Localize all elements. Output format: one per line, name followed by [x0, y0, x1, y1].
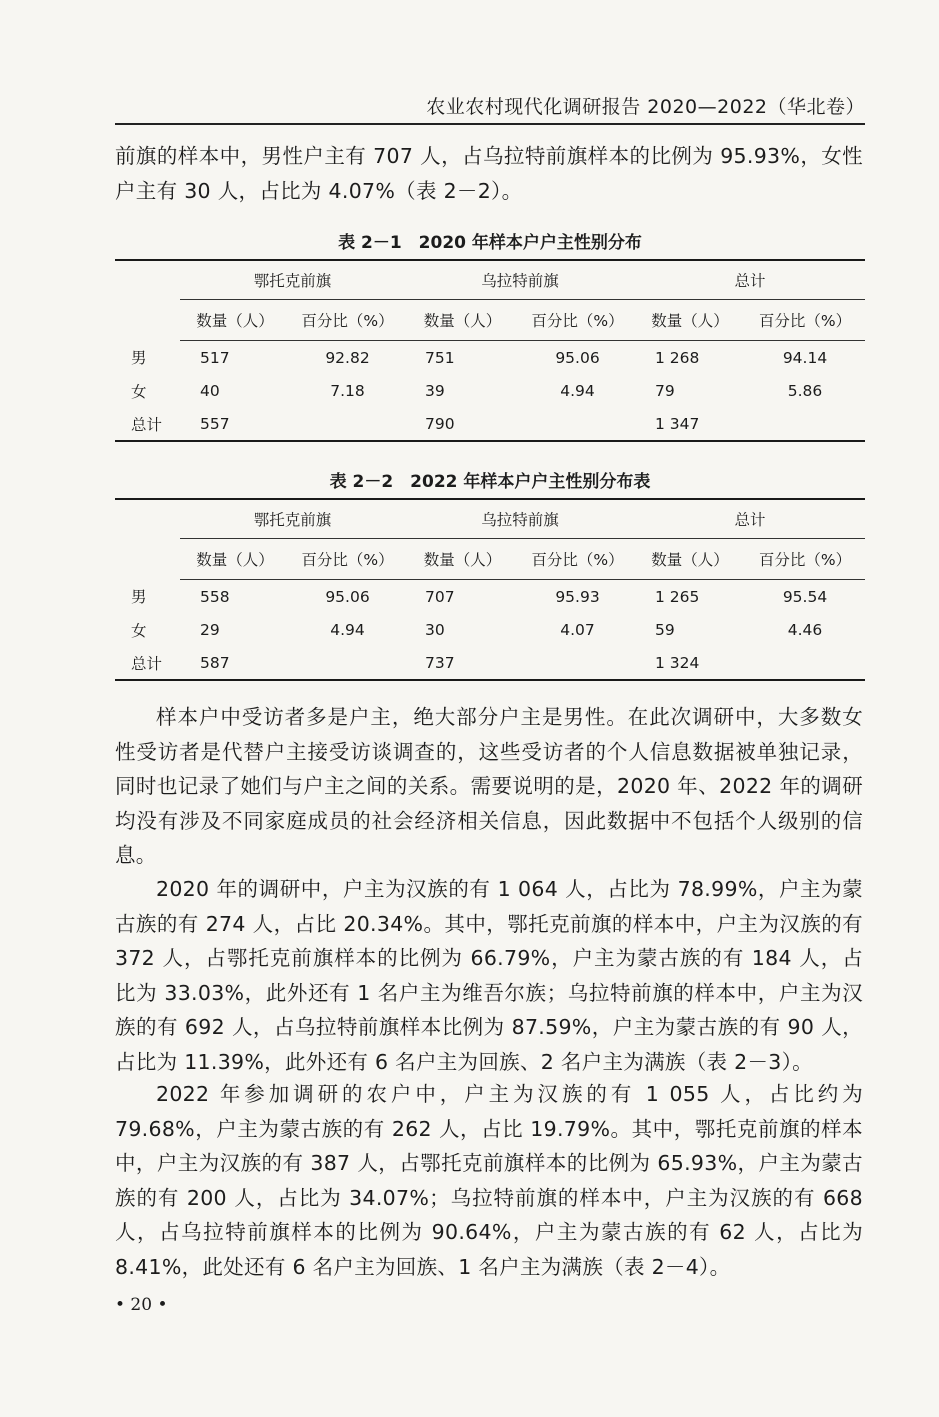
table1 — [115, 259, 865, 442]
table1-corner — [115, 261, 180, 300]
table2-group-total: 总计 — [635, 500, 865, 539]
table2-title: 表 2－2 2022 年样本户户主性别分布表 — [329, 472, 651, 492]
body-paragraph-1: 样本户中受访者多是户主，绝大部分户主是男性。在此次调研中，大多数女性受访者是代替户主接受访谈调查的，这些受访者的个人信息数据被单独记录，同时也记录了她们与户主之间的关系。需要说明的是，2020 年、2022 年的调研均没有涉及不同家庭成员的社会经济相关信息，因此数据中不包括个人级别的信息。 — [115, 705, 863, 867]
table1-subheader: 数量（人） — [405, 300, 520, 341]
table2-corner — [115, 500, 180, 539]
table-row: 总计 587 737 1 324 — [131, 653, 700, 673]
table2-subheader: 百分比（%） — [745, 539, 865, 580]
table-row: 男 558 95.06 707 95.93 1 265 95.54 — [131, 587, 828, 607]
table-row: 男 517 92.82 751 95.06 1 268 94.14 — [131, 348, 828, 368]
page-number: • 20 • — [115, 1295, 168, 1315]
intro-paragraph: 前旗的样本中，男性户主有 707 人，占乌拉特前旗样本的比例为 95.93%，女性户主有 30 人，占比为 4.07%（表 2－2）。 — [115, 144, 863, 203]
table1-subheader: 百分比（%） — [745, 300, 865, 341]
table2-subheader: 数量（人） — [635, 539, 745, 580]
table1-group-otog: 鄂托克前旗 — [180, 261, 405, 300]
running-header: 农业农村现代化调研报告 2020—2022（华北卷） — [426, 96, 865, 118]
table1-subheader: 百分比（%） — [520, 300, 635, 341]
table-row: 女 29 4.94 30 4.07 59 4.46 — [131, 620, 823, 640]
table2-group-otog: 鄂托克前旗 — [180, 500, 405, 539]
table1-group-total: 总计 — [635, 261, 865, 300]
table1-subheader: 百分比（%） — [290, 300, 405, 341]
table1-title: 表 2－1 2020 年样本户户主性别分布 — [338, 233, 642, 253]
table1-group-urad: 乌拉特前旗 — [405, 261, 635, 300]
table-row: 女 40 7.18 39 4.94 79 5.86 — [131, 381, 823, 401]
table2-subheader: 数量（人） — [405, 539, 520, 580]
table2-subheader: 百分比（%） — [520, 539, 635, 580]
table-row: 总计 557 790 1 347 — [131, 414, 700, 434]
table2 — [115, 498, 865, 681]
body-paragraph-3: 2022 年参加调研的农户中，户主为汉族的有 1 055 人，占比约为 79.68%，户主为蒙古族的有 262 人，占比 19.79%。其中，鄂托克前旗的样本中，户主为汉族的有 387 人，占鄂托克前旗样本的比例为 65.93%，户主为蒙古族的有 200 人，占比为 34.07%；乌拉特前旗的样本中，户主为汉族的有 668 人，占乌拉特前旗样本的比例为 90.64%，户主为蒙古族的有 62 人，占比为 8.41%，此处还有 6 名户主为回族、1 名户主为满族（表 2－4）。 — [115, 1082, 863, 1279]
body-paragraph-2: 2020 年的调研中，户主为汉族的有 1 064 人，占比为 78.99%，户主为蒙古族的有 274 人，占比 20.34%。其中，鄂托克前旗的样本中，户主为汉族的有 372 人，占鄂托克前旗样本的比例为 66.79%，户主为蒙古族的有 184 人，占比为 33.03%，此外还有 1 名户主为维吾尔族；乌拉特前旗的样本中，户主为汉族的有 692 人，占乌拉特前旗样本比例为 87.59%，户主为蒙古族的有 90 人，占比为 11.39%，此外还有 6 名户主为回族、2 名户主为满族（表 2－3）。 — [115, 877, 863, 1074]
table2-group-urad: 乌拉特前旗 — [405, 500, 635, 539]
table2-subheader: 百分比（%） — [290, 539, 405, 580]
table1-subheader: 数量（人） — [180, 300, 290, 341]
table2-subheader: 数量（人） — [180, 539, 290, 580]
header-rule — [115, 123, 865, 125]
table1-subheader: 数量（人） — [635, 300, 745, 341]
